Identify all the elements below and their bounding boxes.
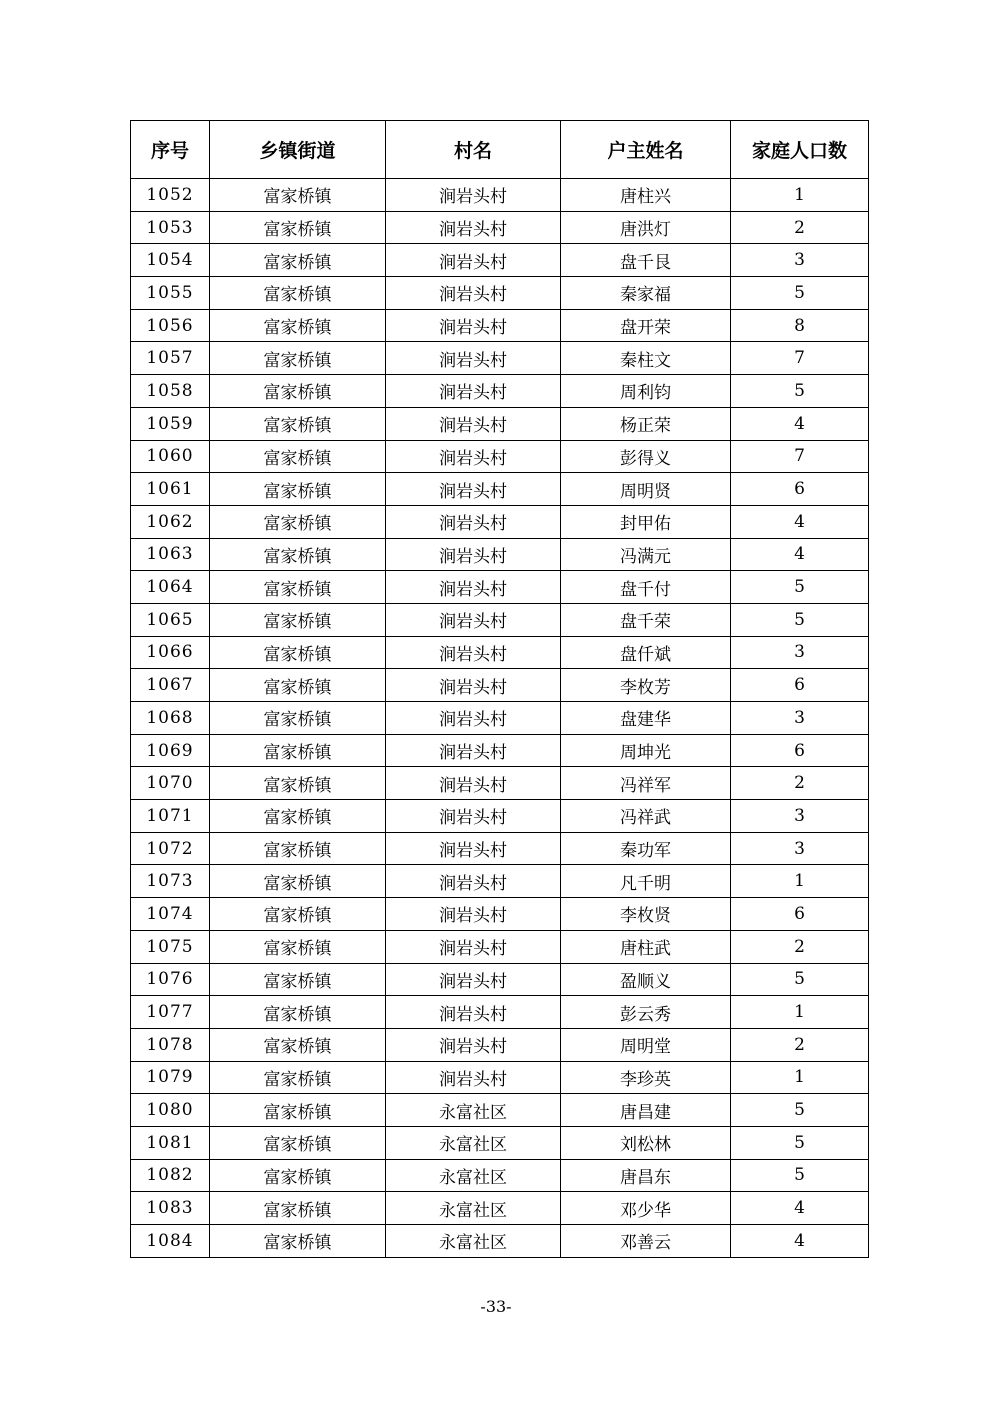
cell-householder-name: 周利钧 bbox=[561, 375, 731, 408]
cell-householder-name: 李枚贤 bbox=[561, 898, 731, 931]
cell-village: 涧岩头村 bbox=[386, 865, 561, 898]
cell-household-size: 1 bbox=[731, 996, 869, 1029]
cell-household-size: 5 bbox=[731, 571, 869, 604]
cell-village: 涧岩头村 bbox=[386, 669, 561, 702]
cell-household-size: 5 bbox=[731, 1159, 869, 1192]
cell-serial-number: 1070 bbox=[131, 767, 210, 800]
cell-householder-name: 秦功军 bbox=[561, 832, 731, 865]
cell-householder-name: 唐柱武 bbox=[561, 930, 731, 963]
cell-household-size: 5 bbox=[731, 963, 869, 996]
cell-serial-number: 1057 bbox=[131, 342, 210, 375]
table-row bbox=[131, 832, 869, 865]
cell-village: 永富社区 bbox=[386, 1126, 561, 1159]
cell-householder-name: 唐柱兴 bbox=[561, 179, 731, 212]
cell-village: 涧岩头村 bbox=[386, 603, 561, 636]
cell-household-size: 5 bbox=[731, 603, 869, 636]
cell-serial-number: 1083 bbox=[131, 1192, 210, 1225]
cell-household-size: 3 bbox=[731, 244, 869, 277]
cell-township: 富家桥镇 bbox=[210, 702, 386, 735]
cell-householder-name: 杨正荣 bbox=[561, 407, 731, 440]
cell-householder-name: 盘开荣 bbox=[561, 309, 731, 342]
cell-household-size: 5 bbox=[731, 1126, 869, 1159]
cell-householder-name: 冯祥军 bbox=[561, 767, 731, 800]
cell-village: 涧岩头村 bbox=[386, 767, 561, 800]
table-row bbox=[131, 244, 869, 277]
table-row bbox=[131, 800, 869, 833]
cell-township: 富家桥镇 bbox=[210, 636, 386, 669]
cell-serial-number: 1055 bbox=[131, 277, 210, 310]
table-row bbox=[131, 898, 869, 931]
cell-village: 涧岩头村 bbox=[386, 1061, 561, 1094]
cell-household-size: 4 bbox=[731, 407, 869, 440]
cell-householder-name: 秦柱文 bbox=[561, 342, 731, 375]
cell-township: 富家桥镇 bbox=[210, 375, 386, 408]
cell-householder-name: 周坤光 bbox=[561, 734, 731, 767]
table-row bbox=[131, 309, 869, 342]
cell-householder-name: 盘仟斌 bbox=[561, 636, 731, 669]
header-village: 村名 bbox=[386, 121, 561, 179]
cell-householder-name: 秦家福 bbox=[561, 277, 731, 310]
cell-household-size: 4 bbox=[731, 1192, 869, 1225]
cell-serial-number: 1073 bbox=[131, 865, 210, 898]
cell-township: 富家桥镇 bbox=[210, 963, 386, 996]
table-row bbox=[131, 1061, 869, 1094]
cell-township: 富家桥镇 bbox=[210, 211, 386, 244]
cell-household-size: 2 bbox=[731, 1028, 869, 1061]
cell-household-size: 5 bbox=[731, 1094, 869, 1127]
cell-serial-number: 1060 bbox=[131, 440, 210, 473]
table-row bbox=[131, 865, 869, 898]
cell-householder-name: 盘建华 bbox=[561, 702, 731, 735]
cell-village: 涧岩头村 bbox=[386, 375, 561, 408]
cell-township: 富家桥镇 bbox=[210, 1159, 386, 1192]
cell-township: 富家桥镇 bbox=[210, 930, 386, 963]
cell-township: 富家桥镇 bbox=[210, 1225, 386, 1258]
cell-householder-name: 封甲佑 bbox=[561, 505, 731, 538]
cell-householder-name: 盘千荣 bbox=[561, 603, 731, 636]
cell-township: 富家桥镇 bbox=[210, 244, 386, 277]
cell-household-size: 6 bbox=[731, 734, 869, 767]
cell-township: 富家桥镇 bbox=[210, 571, 386, 604]
cell-township: 富家桥镇 bbox=[210, 669, 386, 702]
cell-householder-name: 周明贤 bbox=[561, 473, 731, 506]
cell-village: 涧岩头村 bbox=[386, 898, 561, 931]
cell-serial-number: 1064 bbox=[131, 571, 210, 604]
table-row bbox=[131, 636, 869, 669]
cell-householder-name: 冯满元 bbox=[561, 538, 731, 571]
cell-village: 涧岩头村 bbox=[386, 244, 561, 277]
cell-serial-number: 1061 bbox=[131, 473, 210, 506]
header-township: 乡镇街道 bbox=[210, 121, 386, 179]
cell-serial-number: 1077 bbox=[131, 996, 210, 1029]
cell-village: 涧岩头村 bbox=[386, 636, 561, 669]
table-row bbox=[131, 505, 869, 538]
cell-serial-number: 1068 bbox=[131, 702, 210, 735]
cell-household-size: 2 bbox=[731, 767, 869, 800]
cell-village: 涧岩头村 bbox=[386, 407, 561, 440]
cell-township: 富家桥镇 bbox=[210, 440, 386, 473]
cell-serial-number: 1062 bbox=[131, 505, 210, 538]
cell-township: 富家桥镇 bbox=[210, 1094, 386, 1127]
cell-householder-name: 冯祥武 bbox=[561, 800, 731, 833]
table-row bbox=[131, 1126, 869, 1159]
cell-township: 富家桥镇 bbox=[210, 407, 386, 440]
cell-serial-number: 1058 bbox=[131, 375, 210, 408]
cell-township: 富家桥镇 bbox=[210, 538, 386, 571]
cell-township: 富家桥镇 bbox=[210, 473, 386, 506]
cell-township: 富家桥镇 bbox=[210, 1192, 386, 1225]
cell-serial-number: 1082 bbox=[131, 1159, 210, 1192]
cell-household-size: 2 bbox=[731, 930, 869, 963]
cell-village: 永富社区 bbox=[386, 1159, 561, 1192]
cell-household-size: 3 bbox=[731, 832, 869, 865]
cell-household-size: 2 bbox=[731, 211, 869, 244]
cell-householder-name: 周明堂 bbox=[561, 1028, 731, 1061]
cell-household-size: 7 bbox=[731, 342, 869, 375]
cell-householder-name: 凡千明 bbox=[561, 865, 731, 898]
cell-township: 富家桥镇 bbox=[210, 309, 386, 342]
table-row bbox=[131, 179, 869, 212]
header-row bbox=[131, 121, 869, 179]
cell-village: 永富社区 bbox=[386, 1094, 561, 1127]
header-householder-name: 户主姓名 bbox=[561, 121, 731, 179]
cell-township: 富家桥镇 bbox=[210, 505, 386, 538]
table-row bbox=[131, 571, 869, 604]
cell-serial-number: 1063 bbox=[131, 538, 210, 571]
cell-village: 涧岩头村 bbox=[386, 179, 561, 212]
cell-serial-number: 1056 bbox=[131, 309, 210, 342]
cell-household-size: 5 bbox=[731, 375, 869, 408]
table-row bbox=[131, 1192, 869, 1225]
household-table bbox=[130, 120, 869, 1258]
cell-serial-number: 1080 bbox=[131, 1094, 210, 1127]
table-row bbox=[131, 211, 869, 244]
table-row bbox=[131, 407, 869, 440]
cell-serial-number: 1071 bbox=[131, 800, 210, 833]
cell-township: 富家桥镇 bbox=[210, 179, 386, 212]
table-row bbox=[131, 1159, 869, 1192]
cell-serial-number: 1054 bbox=[131, 244, 210, 277]
cell-serial-number: 1075 bbox=[131, 930, 210, 963]
cell-village: 涧岩头村 bbox=[386, 309, 561, 342]
cell-householder-name: 唐洪灯 bbox=[561, 211, 731, 244]
cell-householder-name: 唐昌建 bbox=[561, 1094, 731, 1127]
cell-village: 涧岩头村 bbox=[386, 800, 561, 833]
table-row bbox=[131, 1225, 869, 1258]
cell-household-size: 6 bbox=[731, 669, 869, 702]
cell-household-size: 6 bbox=[731, 473, 869, 506]
cell-serial-number: 1072 bbox=[131, 832, 210, 865]
cell-village: 涧岩头村 bbox=[386, 211, 561, 244]
table-row bbox=[131, 440, 869, 473]
table-row bbox=[131, 538, 869, 571]
cell-serial-number: 1078 bbox=[131, 1028, 210, 1061]
cell-village: 涧岩头村 bbox=[386, 1028, 561, 1061]
cell-household-size: 3 bbox=[731, 800, 869, 833]
cell-household-size: 3 bbox=[731, 702, 869, 735]
cell-township: 富家桥镇 bbox=[210, 832, 386, 865]
table-row bbox=[131, 342, 869, 375]
cell-householder-name: 彭得义 bbox=[561, 440, 731, 473]
cell-village: 涧岩头村 bbox=[386, 473, 561, 506]
cell-household-size: 1 bbox=[731, 1061, 869, 1094]
table-row bbox=[131, 669, 869, 702]
cell-village: 涧岩头村 bbox=[386, 996, 561, 1029]
cell-serial-number: 1067 bbox=[131, 669, 210, 702]
cell-household-size: 8 bbox=[731, 309, 869, 342]
cell-township: 富家桥镇 bbox=[210, 342, 386, 375]
cell-township: 富家桥镇 bbox=[210, 800, 386, 833]
cell-village: 涧岩头村 bbox=[386, 832, 561, 865]
cell-serial-number: 1052 bbox=[131, 179, 210, 212]
table-row bbox=[131, 277, 869, 310]
cell-village: 永富社区 bbox=[386, 1192, 561, 1225]
cell-village: 涧岩头村 bbox=[386, 734, 561, 767]
table-row bbox=[131, 930, 869, 963]
cell-village: 涧岩头村 bbox=[386, 505, 561, 538]
cell-household-size: 1 bbox=[731, 179, 869, 212]
cell-household-size: 7 bbox=[731, 440, 869, 473]
table-row bbox=[131, 767, 869, 800]
cell-household-size: 4 bbox=[731, 538, 869, 571]
cell-serial-number: 1084 bbox=[131, 1225, 210, 1258]
page-number: -33- bbox=[480, 1297, 512, 1316]
cell-township: 富家桥镇 bbox=[210, 767, 386, 800]
table-body bbox=[131, 179, 869, 1258]
table-row bbox=[131, 473, 869, 506]
cell-householder-name: 李枚芳 bbox=[561, 669, 731, 702]
cell-township: 富家桥镇 bbox=[210, 1028, 386, 1061]
cell-village: 涧岩头村 bbox=[386, 930, 561, 963]
cell-township: 富家桥镇 bbox=[210, 865, 386, 898]
table-row bbox=[131, 702, 869, 735]
header-household-size: 家庭人口数 bbox=[731, 121, 869, 179]
table-row bbox=[131, 1028, 869, 1061]
cell-village: 涧岩头村 bbox=[386, 571, 561, 604]
cell-householder-name: 邓少华 bbox=[561, 1192, 731, 1225]
cell-serial-number: 1069 bbox=[131, 734, 210, 767]
cell-township: 富家桥镇 bbox=[210, 734, 386, 767]
cell-householder-name: 盈顺义 bbox=[561, 963, 731, 996]
cell-serial-number: 1066 bbox=[131, 636, 210, 669]
table-row bbox=[131, 603, 869, 636]
cell-township: 富家桥镇 bbox=[210, 898, 386, 931]
cell-village: 涧岩头村 bbox=[386, 702, 561, 735]
cell-household-size: 1 bbox=[731, 865, 869, 898]
table-row bbox=[131, 734, 869, 767]
header-serial-number: 序号 bbox=[131, 121, 210, 179]
cell-serial-number: 1079 bbox=[131, 1061, 210, 1094]
cell-township: 富家桥镇 bbox=[210, 277, 386, 310]
table-row bbox=[131, 1094, 869, 1127]
table-row bbox=[131, 996, 869, 1029]
cell-householder-name: 邓善云 bbox=[561, 1225, 731, 1258]
cell-householder-name: 彭云秀 bbox=[561, 996, 731, 1029]
cell-householder-name: 盘千艮 bbox=[561, 244, 731, 277]
table-row bbox=[131, 963, 869, 996]
cell-village: 涧岩头村 bbox=[386, 963, 561, 996]
cell-householder-name: 李珍英 bbox=[561, 1061, 731, 1094]
cell-household-size: 4 bbox=[731, 1225, 869, 1258]
cell-household-size: 3 bbox=[731, 636, 869, 669]
cell-village: 涧岩头村 bbox=[386, 277, 561, 310]
cell-village: 永富社区 bbox=[386, 1225, 561, 1258]
cell-serial-number: 1081 bbox=[131, 1126, 210, 1159]
cell-serial-number: 1065 bbox=[131, 603, 210, 636]
cell-householder-name: 盘千付 bbox=[561, 571, 731, 604]
table-row bbox=[131, 375, 869, 408]
cell-serial-number: 1053 bbox=[131, 211, 210, 244]
cell-serial-number: 1059 bbox=[131, 407, 210, 440]
cell-householder-name: 唐昌东 bbox=[561, 1159, 731, 1192]
cell-serial-number: 1074 bbox=[131, 898, 210, 931]
cell-township: 富家桥镇 bbox=[210, 996, 386, 1029]
cell-household-size: 6 bbox=[731, 898, 869, 931]
cell-village: 涧岩头村 bbox=[386, 342, 561, 375]
table-header bbox=[131, 121, 869, 179]
cell-household-size: 5 bbox=[731, 277, 869, 310]
cell-township: 富家桥镇 bbox=[210, 1061, 386, 1094]
cell-village: 涧岩头村 bbox=[386, 440, 561, 473]
cell-township: 富家桥镇 bbox=[210, 603, 386, 636]
cell-household-size: 4 bbox=[731, 505, 869, 538]
cell-township: 富家桥镇 bbox=[210, 1126, 386, 1159]
cell-serial-number: 1076 bbox=[131, 963, 210, 996]
cell-householder-name: 刘松林 bbox=[561, 1126, 731, 1159]
cell-village: 涧岩头村 bbox=[386, 538, 561, 571]
